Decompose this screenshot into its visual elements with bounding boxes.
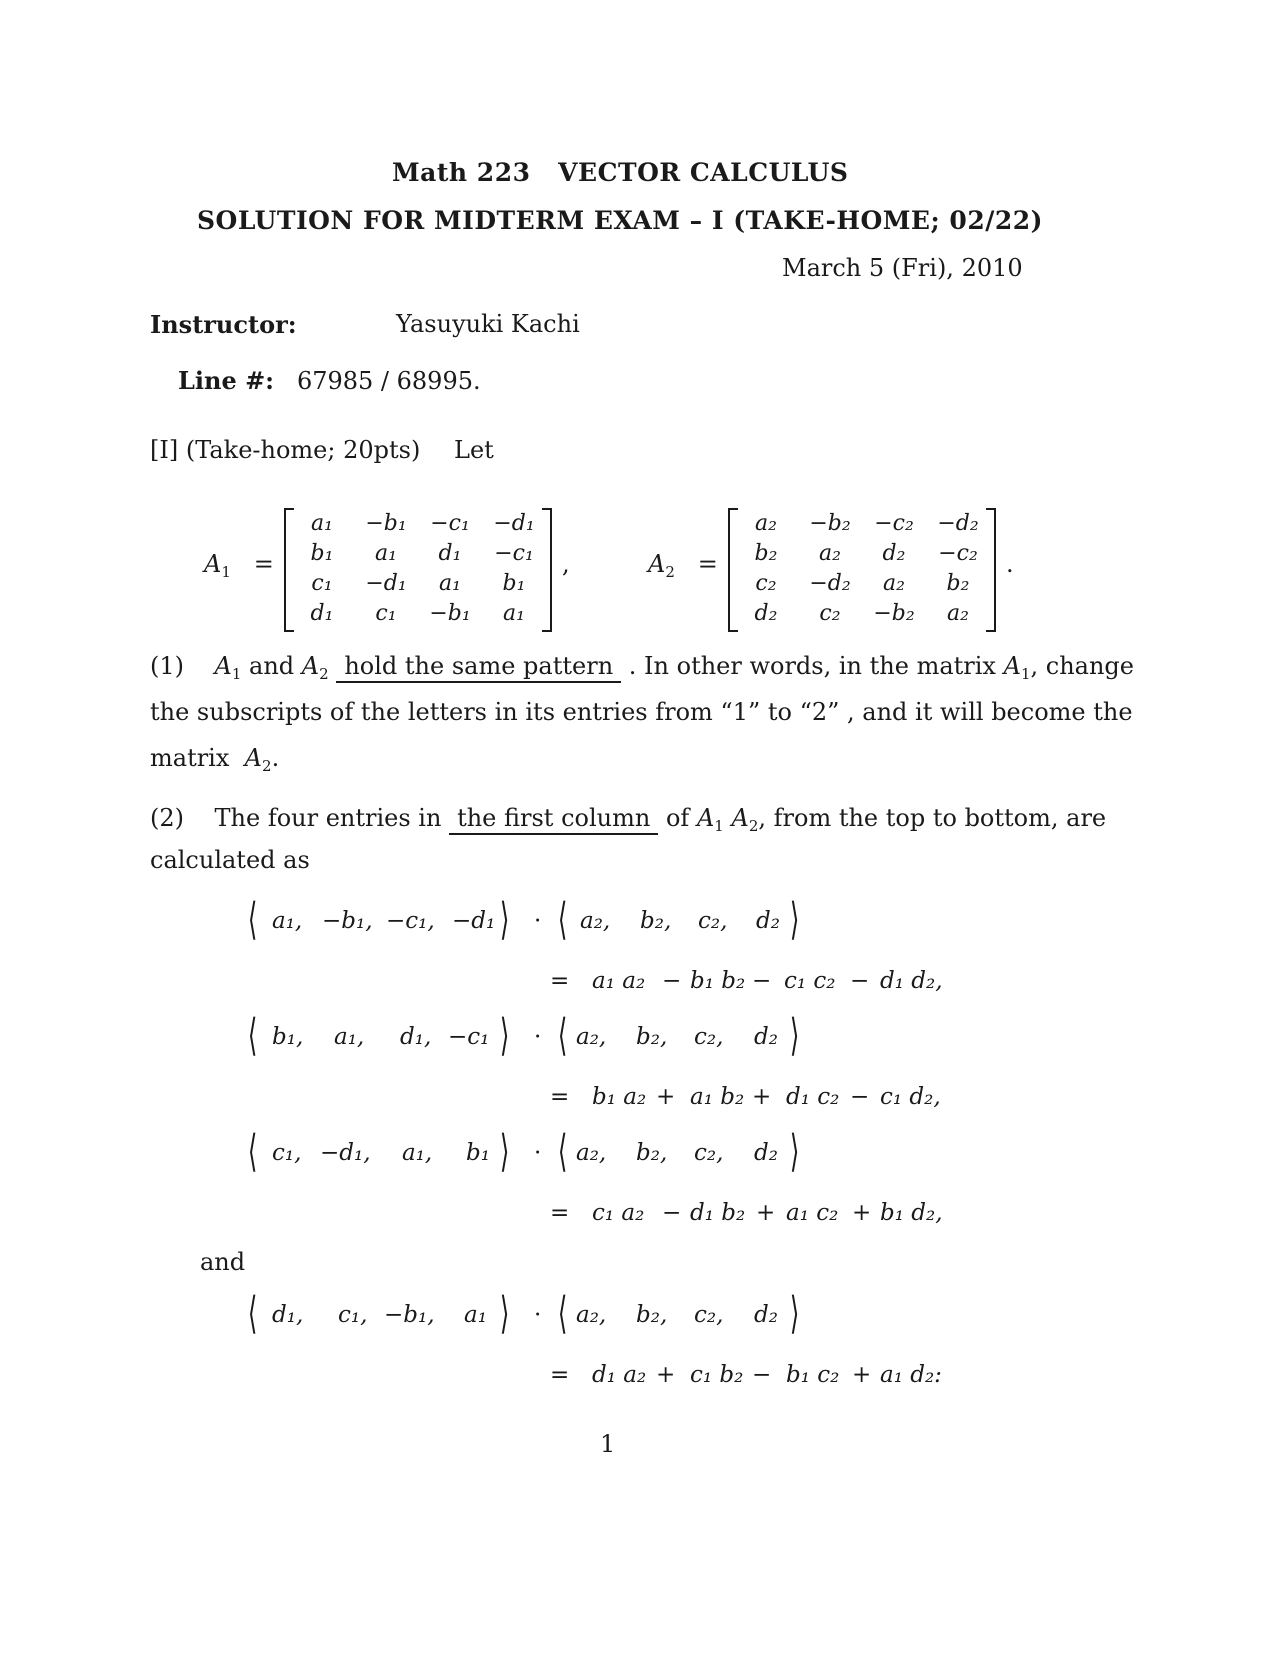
dot-product-row: ⟨ c₁, −d₁, a₁, b₁ ⟩ · ⟨ a₂, b₂, c₂, d₂ ⟩	[247, 1126, 800, 1177]
part1-text: In other words, in the matrix	[644, 652, 996, 680]
left-bracket	[284, 508, 294, 632]
part1-line3: matrix $A_2$.	[150, 744, 280, 775]
dot-product-result: = b₁ a₂ + a₁ b₂ + d₁ c₂ − c₁ d₂,	[550, 1084, 941, 1110]
instructor-name: Yasuyuki Kachi	[396, 310, 580, 338]
matrix-period: .	[1006, 550, 1014, 578]
dot-product-result: = c₁ a₂ − d₁ b₂ + a₁ c₂ + b₁ d₂,	[550, 1200, 943, 1226]
course-number: Math 223	[392, 158, 531, 187]
part2-line2: calculated as	[150, 846, 310, 874]
right-bracket	[542, 508, 552, 632]
problem-heading: [I] (Take-home; 20pts)	[150, 436, 421, 464]
matrix-a2-label: $A_2$ =	[648, 550, 718, 581]
line-number	[178, 366, 481, 395]
part2-answer-blank: the first column	[449, 805, 658, 835]
line-values: 67985 / 68995.	[296, 367, 481, 395]
let-label: Let	[454, 436, 494, 464]
dot-product-row: ⟨ d₁, c₁, −b₁, a₁ ⟩ · ⟨ a₂, b₂, c₂, d₂ ⟩	[247, 1288, 800, 1339]
dot-product-row: ⟨ b₁, a₁, d₁, −c₁ ⟩ · ⟨ a₂, b₂, c₂, d₂ ⟩	[247, 1010, 800, 1061]
page-number: 1	[600, 1430, 616, 1458]
and-label: and	[200, 1248, 246, 1276]
dot-product-result: = a₁ a₂ − b₁ b₂ − c₁ c₂ − d₁ d₂,	[550, 968, 943, 994]
part2-line1: (2) The four entries in the first column of $A_1$ $A_2$, from the top to bottom, are	[150, 804, 1107, 835]
matrix-a1: a₁ −b₁ −c₁ −d₁ b₁ a₁ d₁ −c₁ c₁ −d₁ a₁ b₁ d₁ c₁ −b₁ a₁	[290, 508, 546, 628]
course-subject: VECTOR CALCULUS	[558, 158, 849, 187]
matrix-a2: a₂ −b₂ −c₂ −d₂ b₂ a₂ d₂ −c₂ c₂ −d₂ a₂ b₂ d₂ c₂ −b₂ a₂	[734, 508, 990, 628]
part1-answer-blank: hold the same pattern	[336, 653, 621, 683]
line-label: Line #:	[178, 366, 275, 395]
part1-number: (1)	[150, 652, 184, 680]
instructor-label: Instructor:	[150, 310, 297, 339]
part1-line2: the subscripts of the letters in its entries from “1” to “2” , and it will become the	[150, 698, 1133, 726]
dot-product-result: = d₁ a₂ + c₁ b₂ − b₁ c₂ + a₁ d₂:	[550, 1362, 942, 1388]
part2-number: (2)	[150, 804, 184, 832]
left-angle: ⟨	[247, 894, 258, 945]
right-bracket	[986, 508, 996, 632]
exam-title: SOLUTION FOR MIDTERM EXAM – I (TAKE-HOME; 02/22)	[197, 206, 1043, 235]
left-bracket	[728, 508, 738, 632]
exam-date: March 5 (Fri), 2010	[782, 254, 1023, 282]
dot-product-row: ⟨ a₁, −b₁, −c₁, −d₁ ⟩ · ⟨ a₂, b₂, c₂, d₂ ⟩	[247, 894, 800, 945]
part1-line1: (1) $A_1$ and $A_2$ hold the same pattern . In other words, in the matrix $A_1$, change	[150, 652, 1134, 683]
matrix-comma: ,	[562, 550, 570, 578]
matrix-a1-label: $A_1$ =	[204, 550, 274, 581]
course-title	[392, 158, 848, 187]
